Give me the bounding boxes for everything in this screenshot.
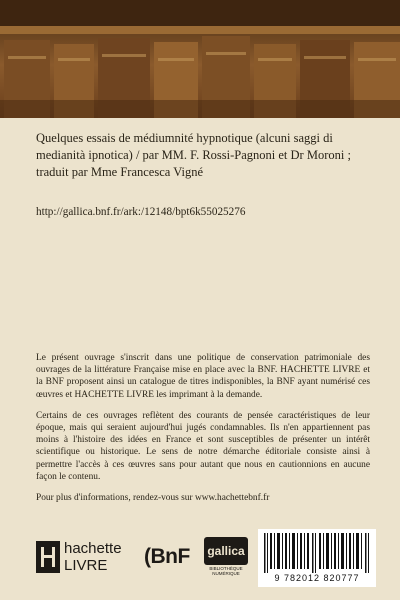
book-spines-illustration bbox=[0, 0, 400, 118]
isbn-digits: 9 782012 820777 bbox=[274, 573, 360, 583]
publisher-logos bbox=[36, 537, 376, 587]
notice-paragraph: Certains de ces ouvrages reflètent des courants de pensée caractéristiques de leur époque, mais qui seraient aujourd'hui jugés condamnables. Ils n'en appartiennent pas moins à l'histoire des idées en France et sont susceptibles de présenter un intérêt scientifique ou historique. Le sens de notre démarche éditoriale consiste ainsi à permettre l'accès à ces œuvres sans pour autant que nous en cautionnions en aucune façon le contenu. bbox=[36, 410, 370, 482]
gallica-logo bbox=[204, 537, 248, 577]
livre-logo-text: LIVRE bbox=[64, 557, 108, 574]
notice-website: Pour plus d'informations, rendez-vous sur www.hachettebnf.fr bbox=[36, 493, 270, 504]
gallica-logo-text: gallica bbox=[204, 537, 248, 565]
hachette-mark-icon bbox=[36, 541, 60, 573]
barcode-bars-icon bbox=[264, 533, 370, 573]
bnf-logo: (BnF bbox=[144, 545, 190, 568]
book-spines-photo bbox=[0, 0, 400, 118]
gallica-link[interactable]: http://gallica.bnf.fr/ark:/12148/bpt6k55025276 bbox=[36, 206, 246, 218]
gallica-logo-subtitle: BIBLIOTHÈQUE NUMÉRIQUE bbox=[209, 566, 243, 576]
publisher-notice bbox=[36, 352, 370, 513]
hachette-livre-logo bbox=[36, 539, 136, 579]
hachette-logo-text: hachette bbox=[64, 540, 122, 557]
notice-paragraph: Le présent ouvrage s'inscrit dans une politique de conservation patrimoniale des ouvrages de la littérature Française mise en place avec la BNF. HACHETTE LIVRE et la BNF proposent ainsi un catalogue de titres indisponibles, la BNF ayant numérisé ces œuvres et HACHETTE LIVRE les imprimant à la demande. bbox=[36, 353, 370, 400]
isbn-barcode bbox=[258, 529, 376, 587]
book-title: Quelques essais de médiumnité hypnotique (alcuni saggi di medianità ipnotica) / par MM. F. Rossi-Pagnoni et Dr Moroni ; traduit par Mme Francesca Vigné bbox=[36, 131, 351, 179]
